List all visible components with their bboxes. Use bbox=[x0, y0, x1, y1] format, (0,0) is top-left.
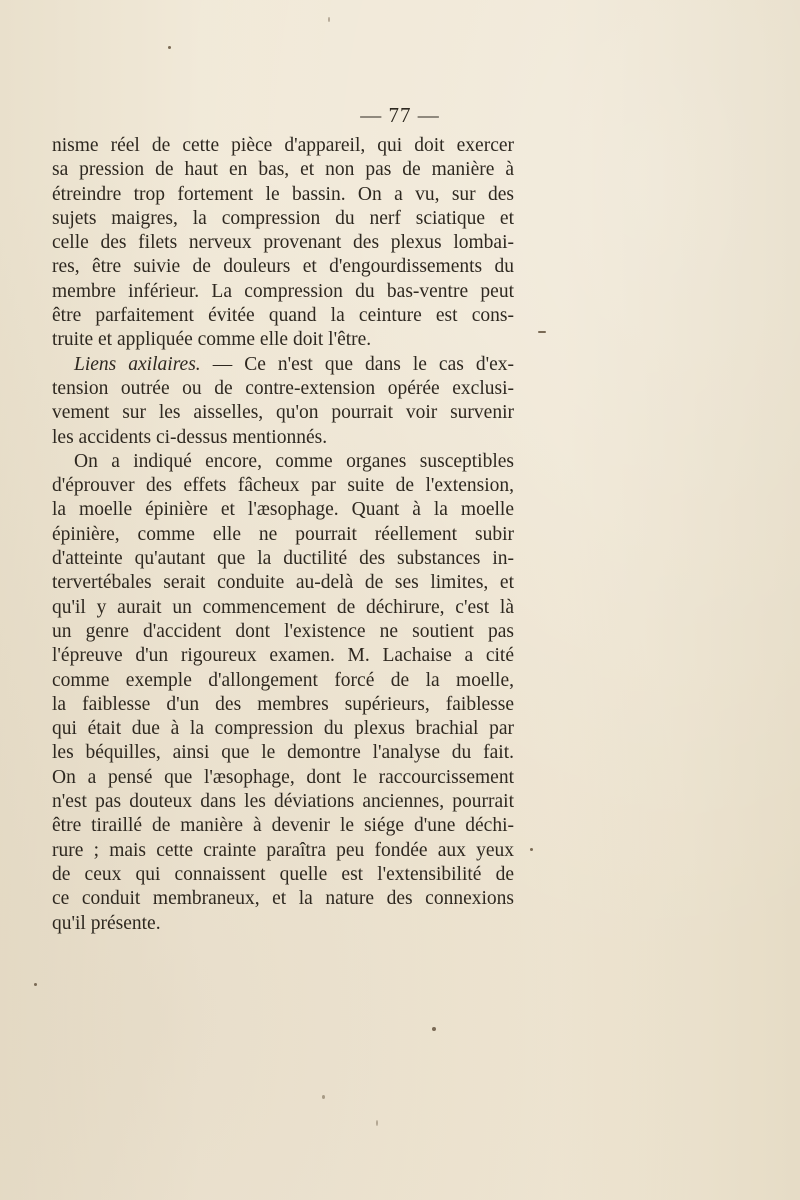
text-line: On a pensé que l'æsophage, dont le raccourcissement bbox=[52, 766, 514, 788]
text-line: tension outrée ou de contre-extension opérée exclusi- bbox=[52, 377, 514, 399]
section-heading: Liens axilaires. bbox=[74, 353, 201, 375]
text-line: comme exemple d'allongement forcé de la moelle, bbox=[52, 669, 514, 691]
text-line: vement sur les aisselles, qu'on pourrait voir survenir bbox=[52, 402, 514, 424]
text-line: de ceux qui connaissent quelle est l'extensibilité de bbox=[52, 863, 514, 885]
text-line: celle des filets nerveux provenant des plexus lombai- bbox=[52, 232, 514, 254]
text-line: étreindre trop fortement le bassin. On a vu, sur des bbox=[52, 183, 514, 205]
text-line-rest: — Ce n'est que dans le cas d'ex- bbox=[200, 353, 515, 375]
paper-speck bbox=[432, 1027, 436, 1031]
body-text bbox=[52, 134, 514, 936]
text-line: truite et appliquée comme elle doit l'être. bbox=[52, 329, 372, 351]
text-line: nisme réel de cette pièce d'appareil, qui doit exercer bbox=[52, 135, 514, 156]
text-line: être tiraillé de manière à devenir le siége d'une déchi- bbox=[52, 815, 514, 837]
paragraph bbox=[52, 450, 514, 936]
paragraph bbox=[52, 353, 514, 450]
text-line: ce conduit membraneux, et la nature des connexions bbox=[52, 888, 514, 910]
text-line: être parfaitement évitée quand la ceinture est cons- bbox=[52, 305, 514, 327]
text-line: qu'il y aurait un commencement de déchirure, c'est là bbox=[52, 596, 514, 618]
text-line: les accidents ci-dessus mentionnés. bbox=[52, 426, 328, 448]
paper-speck bbox=[168, 46, 171, 49]
text-line: l'épreuve d'un rigoureux examen. M. Lachaise a cité bbox=[52, 645, 514, 667]
text-line: rure ; mais cette crainte paraîtra peu fondée aux yeux bbox=[52, 839, 514, 861]
text-line: sujets maigres, la compression du nerf sciatique et bbox=[52, 207, 514, 229]
text-line: res, être suivie de douleurs et d'engourdissements du bbox=[52, 256, 514, 278]
paper-speck bbox=[34, 983, 37, 986]
paper-speck bbox=[538, 331, 546, 333]
text-line: la faiblesse d'un des membres supérieurs, faiblesse bbox=[52, 693, 514, 715]
text-line bbox=[52, 353, 514, 377]
paper-speck bbox=[530, 848, 533, 851]
text-line: épinière, comme elle ne pourrait réellement subir bbox=[52, 523, 514, 545]
text-line: qui était due à la compression du plexus brachial par bbox=[52, 718, 514, 740]
text-line: n'est pas douteux dans les déviations anciennes, pourrait bbox=[52, 791, 514, 813]
text-line: d'éprouver des effets fâcheux par suite de l'extension, bbox=[52, 475, 514, 497]
text-line: membre inférieur. La compression du bas-ventre peut bbox=[52, 280, 514, 302]
text-line: les béquilles, ainsi que le demontre l'analyse du fait. bbox=[52, 742, 514, 764]
paper-speck bbox=[328, 17, 330, 22]
text-line: d'atteinte qu'autant que la ductilité des substances in- bbox=[52, 548, 514, 570]
paper-speck bbox=[376, 1120, 378, 1126]
text-line: qu'il présente. bbox=[52, 912, 161, 934]
paragraph bbox=[52, 134, 514, 353]
text-line: sa pression de haut en bas, et non pas de manière à bbox=[52, 159, 514, 181]
text-line: un genre d'accident dont l'existence ne soutient pas bbox=[52, 620, 514, 642]
text-line: la moelle épinière et l'æsophage. Quant à la moelle bbox=[52, 499, 514, 521]
text-line: On a indiqué encore, comme organes susceptibles bbox=[74, 450, 514, 472]
paper-speck bbox=[322, 1095, 325, 1099]
text-line: tervertébales serait conduite au-delà de ses limites, et bbox=[52, 572, 514, 594]
page-number: — 77 — bbox=[360, 103, 440, 127]
